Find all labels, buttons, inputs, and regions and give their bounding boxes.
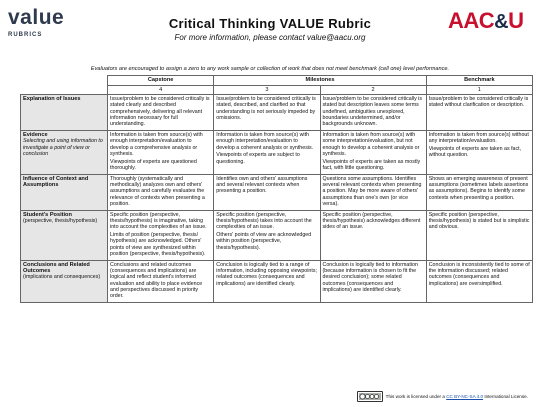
level-2-cell: [320, 210, 426, 260]
header-row: [21, 76, 533, 86]
cell-text: Information is taken from source(s) with enough interpretation/evaluation to develop a comprehensive analysis or synthesis.: [110, 131, 203, 157]
criterion-name: Influence of Context and Assumptions: [23, 175, 89, 189]
criterion-name: Conclusions and Related Outcomes: [23, 261, 90, 275]
header-capstone: Capstone: [108, 76, 214, 86]
cell-text: Conclusion is logically tied to information (because information is chosen to fit the desired conclusion); some related outcomes (consequences and implications) are identified clearly.: [322, 261, 418, 294]
rubric-row: [21, 130, 533, 174]
criterion-cell: [21, 260, 108, 302]
level-1-cell: [426, 130, 532, 174]
level-4: 4: [108, 85, 214, 95]
license-suffix: International License.: [483, 394, 528, 399]
license-prefix: This work is licensed under a: [385, 394, 447, 399]
cell-text: Issue/problem to be considered critically is stated without clarification or description.: [428, 96, 529, 109]
rubric-table: [20, 75, 533, 303]
cell-text: Thoroughly (systematically and methodically) analyzes own and others' assumptions and carefully evaluates the relevance of contexts when presenting a position.: [110, 175, 205, 207]
criterion-description: (perspective, thesis/hypothesis): [23, 218, 98, 225]
level-3-cell: [214, 260, 320, 302]
level-2: 2: [320, 85, 426, 95]
rubric-row: [21, 260, 533, 302]
value-logo-word: value: [8, 6, 65, 29]
cell-text: Information is taken from source(s) with enough interpretation/evaluation to develop a coherent analysis or synthesis.: [216, 131, 314, 151]
criterion-name: Student's Position: [23, 211, 72, 218]
level-3-cell: [214, 130, 320, 174]
criterion-cell: [21, 95, 108, 131]
criterion-description: Selecting and using information to investigate a point of view or conclusion: [23, 138, 103, 157]
cell-text: Issue/problem to be considered critically is stated, described, and clarified so that understanding is not seriously impeded by omissions.: [216, 96, 316, 121]
cell-text: Conclusion is inconsistently tied to some of the information discussed; related outcomes (consequences and implications) are oversimplified.: [428, 261, 530, 287]
cell-text: Issue/problem to be considered critically is stated but description leaves some terms undefined, ambiguities unexplored, boundaries undetermined, and/or backgrounds unknown.: [322, 96, 423, 128]
level-4-cell: [108, 260, 214, 302]
criterion-cell: [21, 130, 108, 174]
license-footer: [357, 391, 528, 402]
cell-text: Specific position (perspective, thesis/hypothesis) is stated but is simplistic and obvious.: [428, 211, 530, 231]
creative-commons-icon: [357, 391, 383, 402]
license-link[interactable]: CC BY-NC-SA 4.0: [446, 394, 484, 399]
level-4-cell: [108, 210, 214, 260]
level-1-cell: [426, 210, 532, 260]
header-milestones: Milestones: [214, 76, 426, 86]
level-2-cell: [320, 95, 426, 131]
cell-text: Limits of position (perspective, thesis/ hypothesis) are acknowledged. Others' points of view are synthesized within position (perspective, thesis/hypothesis).: [110, 232, 206, 258]
criterion-cell: [21, 174, 108, 210]
page-subtitle: For more information, please contact value@aacu.org: [174, 33, 366, 42]
criterion-name: Evidence: [23, 131, 48, 138]
level-3-cell: [214, 95, 320, 131]
aacu-logo-b: U: [508, 8, 524, 33]
level-3-cell: [214, 210, 320, 260]
rubric-row: [21, 95, 533, 131]
level-1: 1: [426, 85, 532, 95]
level-1-cell: [426, 95, 532, 131]
criterion-description: (implications and consequences): [23, 274, 101, 281]
header-blank: [21, 76, 108, 86]
level-2-cell: [320, 260, 426, 302]
level-1-cell: [426, 260, 532, 302]
criterion-name: Explanation of Issues: [23, 96, 81, 102]
license-text: [386, 394, 528, 399]
level-4-cell: [108, 95, 214, 131]
cell-text: Specific position (perspective, thesis/hypothesis) acknowledges different sides of an issue.: [322, 211, 421, 231]
rubric-row: [21, 174, 533, 210]
page-title: Critical Thinking VALUE Rubric: [168, 16, 372, 31]
aacu-logo-amp: &: [494, 11, 509, 33]
rubric-body: [21, 95, 533, 303]
aacu-logo-a: AAC: [448, 8, 495, 33]
level-4-cell: [108, 174, 214, 210]
level-1-cell: [426, 174, 532, 210]
levels-row: [21, 85, 533, 95]
cell-text: Viewpoints of experts are taken as fact, without question.: [428, 146, 522, 159]
value-logo-sub: RUBRICS: [8, 32, 43, 38]
level-2-cell: [320, 130, 426, 174]
criterion-cell: [21, 210, 108, 260]
cell-text: Shows an emerging awareness of present assumptions (sometimes labels assertions as assumptions). Begins to identify some contexts when presenting a position.: [428, 175, 529, 201]
cell-text: Identifies own and others' assumptions and several relevant contexts when presenting a position.: [216, 175, 308, 195]
levels-blank: [21, 85, 108, 95]
cell-text: Viewpoints of experts are subject to questioning.: [216, 152, 300, 165]
cell-text: Questions some assumptions. Identifies several relevant contexts when presenting a position. May be more aware of others' assumptions than one's own (or vice versa).: [322, 175, 422, 207]
level-3: 3: [214, 85, 320, 95]
level-4-cell: [108, 130, 214, 174]
cell-text: Information is taken from source(s) without any interpretation/evaluation.: [428, 131, 529, 145]
intro-note: Evaluators are encouraged to assign a zero to any work sample or collection of work that does not meet benchmark (cell one) level performance.: [90, 66, 450, 72]
cell-text: Information is taken from source(s) with some interpretation/evaluation, but not enough to develop a coherent analysis or synthesis.: [322, 131, 420, 157]
cell-text: Issue/problem to be considered critically is stated clearly and described comprehensively, delivering all relevant information necessary for full understanding.: [110, 96, 210, 128]
cell-text: Others' points of view are acknowledged within position (perspective, thesis/hypothesis).: [216, 232, 312, 251]
level-3-cell: [214, 174, 320, 210]
cell-text: Specific position (perspective, thesis/hypothesis) takes into account the complexities of an issue.: [216, 211, 312, 231]
cell-text: Viewpoints of experts are questioned thoroughly.: [110, 158, 197, 171]
cell-text: Viewpoints of experts are taken as mostly fact, with little questioning.: [322, 158, 421, 171]
level-2-cell: [320, 174, 426, 210]
cell-text: Conclusion is logically tied to a range of information, including opposing viewpoints; related outcomes (consequences and implications) are identified clearly.: [216, 261, 317, 287]
cell-text: Conclusions and related outcomes (consequences and implications) are logical and reflect student's informed evaluation and ability to place evidence and perspectives discussed in priority order.: [110, 261, 203, 300]
rubric-row: [21, 210, 533, 260]
header-benchmark: Benchmark: [426, 76, 532, 86]
cell-text: Specific position (perspective, thesis/hypothesis) is imaginative, taking into account the complexities of an issue.: [110, 211, 207, 231]
